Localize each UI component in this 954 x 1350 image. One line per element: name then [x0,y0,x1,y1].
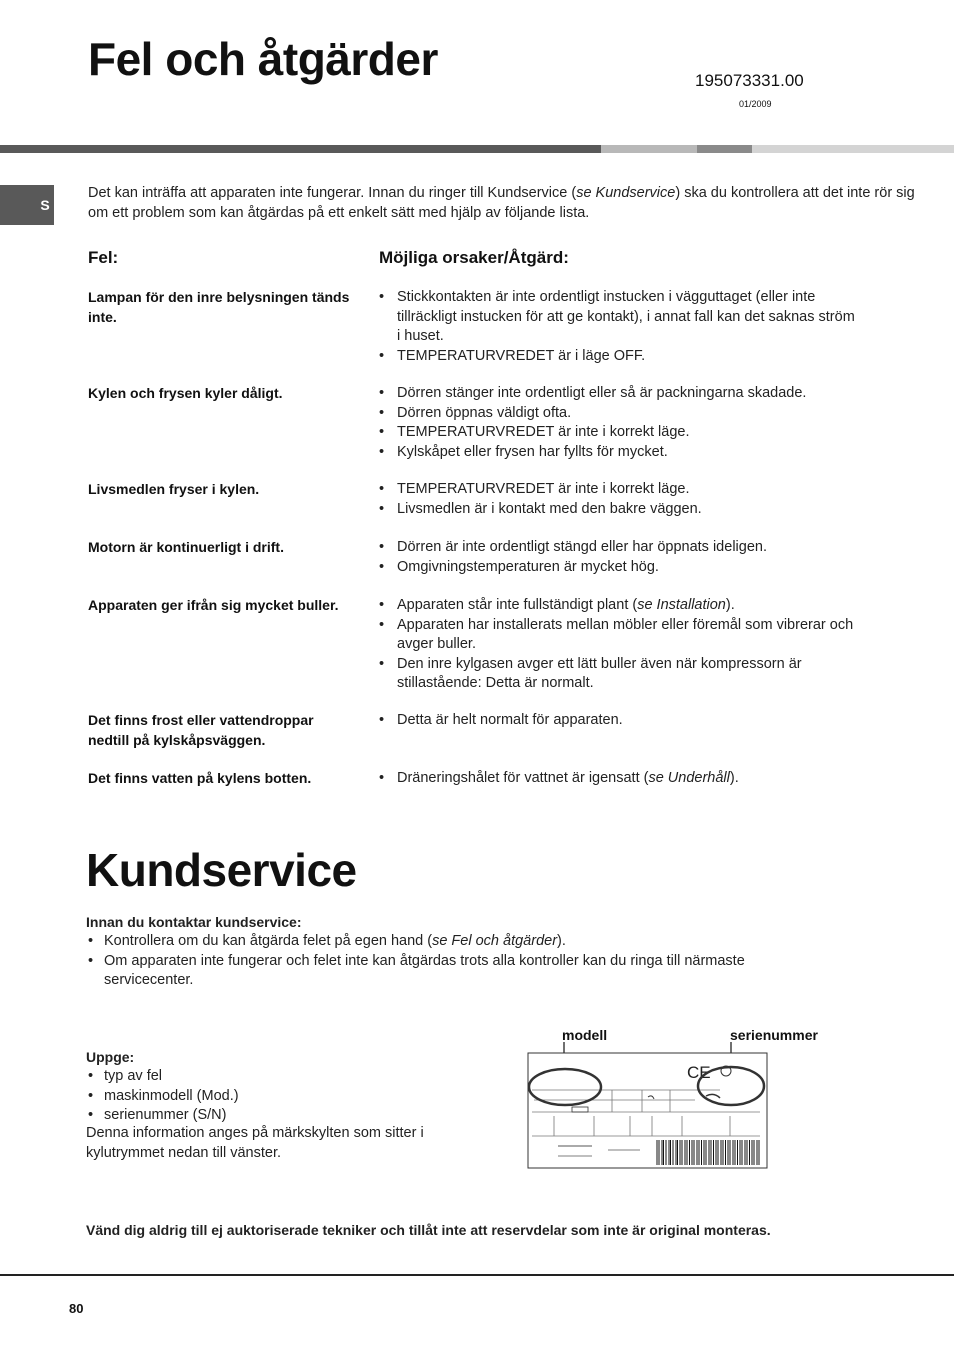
cause-item: • Kylskåpet eller frysen har fyllts för mycket. [379,443,859,463]
cause-item: • Den inre kylgasen avger ett lätt buller även när kompressorn är stillastående: Detta är normalt. [379,655,859,694]
warning-text: Vänd dig aldrig till ej auktoriserade tekniker och tillåt inte att reservdelar som inte är original monteras. [86,1222,771,1238]
cause-item: • Omgivningstemperaturen är mycket hög. [379,558,859,578]
cause-column-heading: Möjliga orsaker/Åtgärd: [379,248,569,267]
document-number: 195073331.00 [695,71,804,90]
provide-note: Denna information anges på märkskylten som sitter i kylutrymmet nedan till vänster. [86,1125,424,1161]
ce-mark: CE [687,1063,711,1082]
fault-column-heading: Fel: [88,248,119,267]
cause-list [379,288,859,366]
cause-list [379,596,859,694]
cause-item: • Apparaten står inte fullständigt plant (se Installation). [379,596,859,616]
before-contact-list [86,932,826,991]
fault-label: Motorn är kontinuerligt i drift. [88,539,284,555]
provide-item: • serienummer (S/N) [86,1106,466,1126]
cause-reference: se Underhåll [648,770,730,786]
language-tab: S [0,185,54,225]
cause-item: • TEMPERATURVREDET är inte i korrekt läge. [379,480,859,500]
cause-list [379,384,859,462]
fault-label: Livsmedlen fryser i kylen. [88,481,260,497]
provide-item: • typ av fel [86,1067,466,1087]
section-title: Kundservice [86,844,357,896]
cause-item: • TEMPERATURVREDET är i läge OFF. [379,347,859,367]
before-contact-item: • Om apparaten inte fungerar och felet inte kan åtgärdas trots alla kontroller kan du ringa till närmaste servicecenter. [86,952,826,991]
fault-label: Apparaten ger ifrån sig mycket buller. [88,597,339,613]
provide-item: • maskinmodell (Mod.) [86,1087,466,1107]
before-contact-item: • Kontrollera om du kan åtgärda felet på egen hand (se Fel och åtgärder). [86,932,826,952]
cause-list [379,711,859,731]
page-title: Fel och åtgärder [88,33,438,85]
fault-label: Kylen och frysen kyler dåligt. [88,385,283,401]
cause-item: • Dörren är inte ordentligt stängd eller har öppnats ideligen. [379,538,859,558]
cause-item: • Stickkontakten är inte ordentligt instucken i vägguttaget (eller inte tillräckligt instucken för att ge kontakt), i annat fall kan det saknas ström i huset. [379,288,859,347]
cause-list [379,538,859,577]
intro-paragraph: Det kan inträffa att apparaten inte fungerar. Innan du ringer till Kundservice (se Kundservice) ska du kontrollera att det inte rör sig om ett problem som kan åtgärdas på ett enkelt sätt med hjälp av följande lista. [88,185,915,221]
rating-plate-illustration [520,1040,780,1175]
before-contact-reference: se Fel och åtgärder [432,933,558,949]
fault-label: Lampan för den inre belysningen tänds inte. [88,289,350,325]
serial-number-label: serienummer [730,1027,818,1043]
header-divider-bar [0,145,954,153]
cause-item: • Livsmedlen är i kontakt med den bakre väggen. [379,500,859,520]
cause-item: • Dörren öppnas väldigt ofta. [379,404,859,424]
cause-item: • Dörren stänger inte ordentligt eller så är packningarna skadade. [379,384,859,404]
cause-list [379,769,859,789]
model-label: modell [562,1027,608,1043]
cause-item: • TEMPERATURVREDET är inte i korrekt läge. [379,423,859,443]
provide-heading: Uppge: [86,1049,135,1065]
before-contact-heading: Innan du kontaktar kundservice: [86,914,302,930]
fault-label: Det finns vatten på kylens botten. [88,770,312,786]
cause-reference: se Installation [637,597,726,613]
cause-list [379,480,859,519]
provide-list [86,1067,466,1126]
cause-item: • Dräneringshålet för vattnet är igensatt (se Underhåll). [379,769,859,789]
cause-item: • Detta är helt normalt för apparaten. [379,711,859,731]
intro-reference: se Kundservice [576,185,676,201]
fault-label: Det finns frost eller vattendroppar nedtill på kylskåpsväggen. [88,712,314,748]
page-number: 80 [69,1301,84,1316]
footer-rule [0,1274,954,1276]
cause-item: • Apparaten har installerats mellan möbler eller föremål som vibrerar och avger buller. [379,616,859,655]
document-date: 01/2009 [739,99,772,109]
